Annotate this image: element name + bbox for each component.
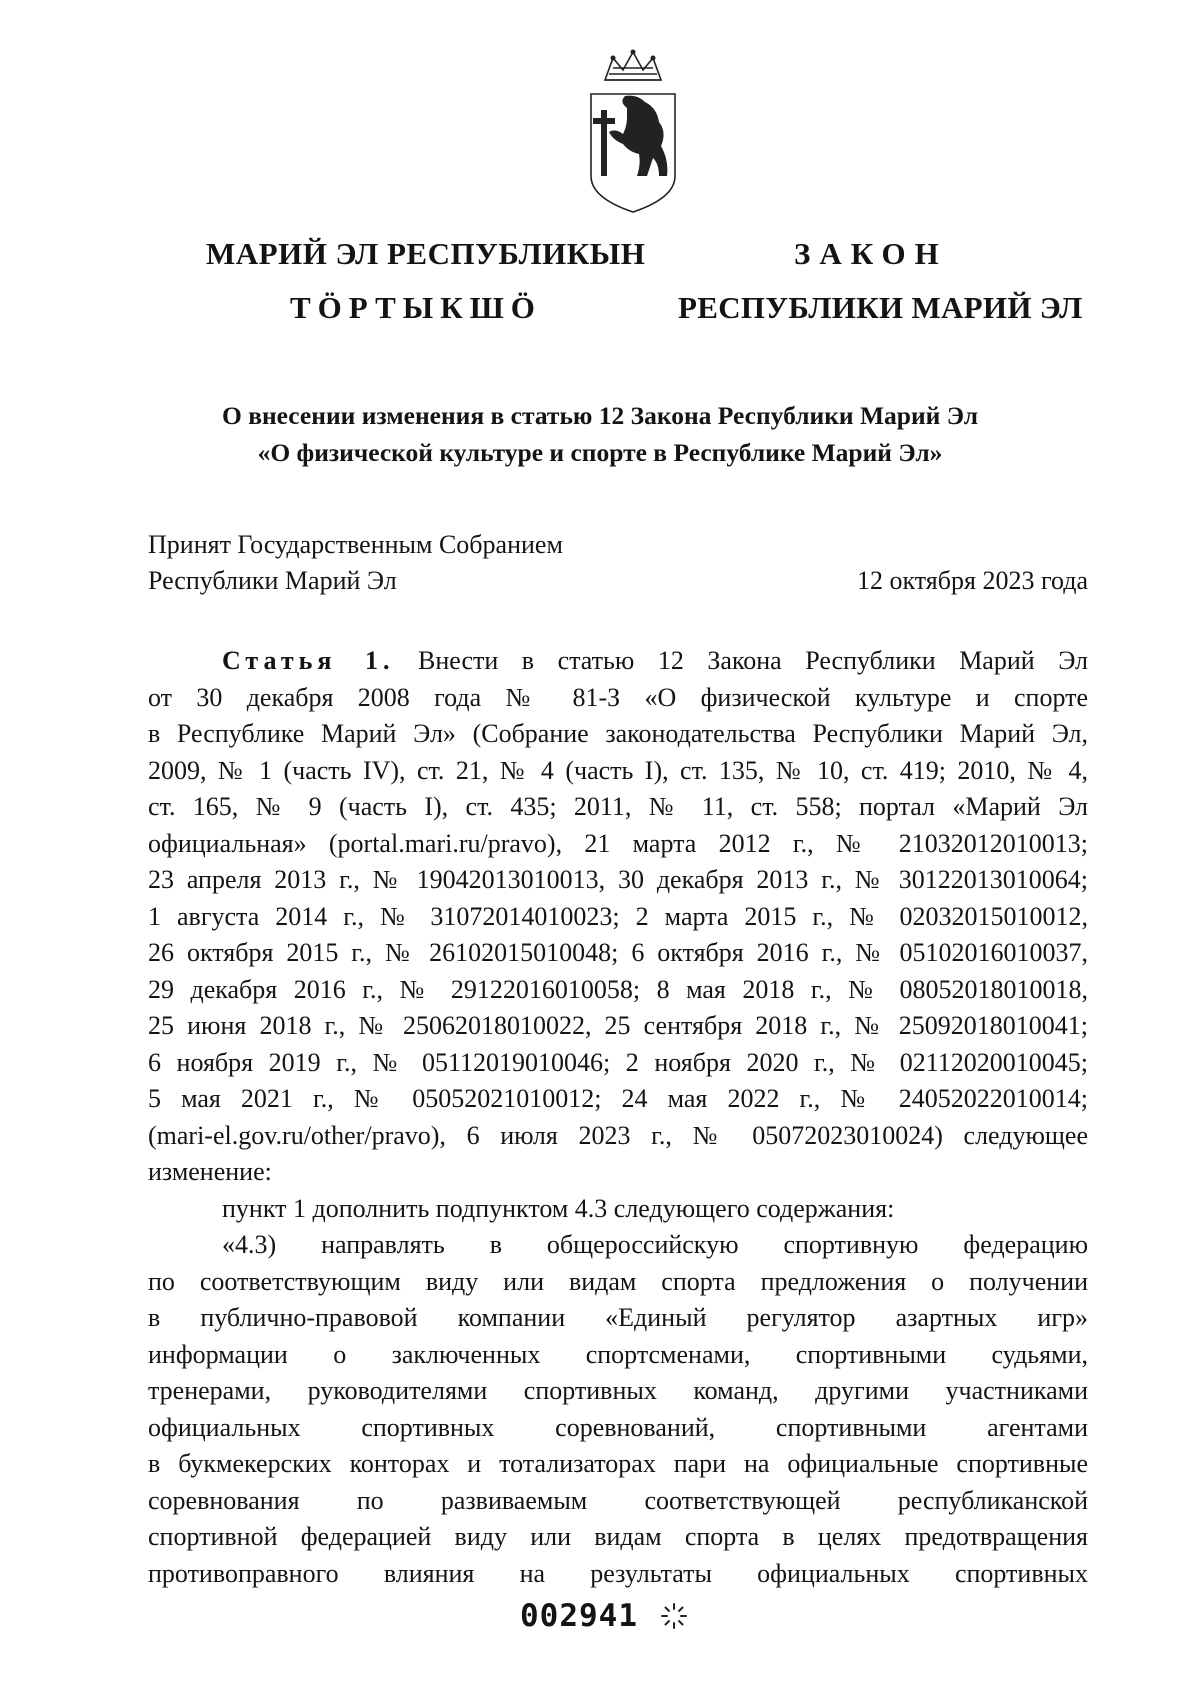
article-1-line: 25 июня 2018 г., № 25062018010022, 25 сентября 2018 г., № 25092018010041; <box>148 1011 1088 1040</box>
law-title-line1: О внесении изменения в статью 12 Закона Республики Марий Эл <box>222 401 978 430</box>
serial-number: 002941 <box>520 1598 638 1634</box>
adopted-by-line1: Принят Государственным Собранием <box>148 530 563 559</box>
article-1-text <box>148 643 1088 1592</box>
article-1-line: в букмекерских конторах и тотализаторах пари на официальные спортивные <box>148 1449 1088 1478</box>
article-1-line: Статья 1. Внести в статью 12 Закона Республики Марий Эл <box>222 646 1089 675</box>
adopted-by-line2: Республики Марий Эл <box>148 566 397 595</box>
article-1-label: Статья 1. <box>222 646 395 675</box>
article-1-line: 29 декабря 2016 г., № 29122016010058; 8 мая 2018 г., № 08052018010018, <box>148 974 1088 1004</box>
article-1-line: изменение: <box>148 1157 272 1186</box>
coat-of-arms-bear-crown-icon <box>583 48 683 214</box>
asterisk-mark-icon <box>660 1602 688 1630</box>
article-1-line: тренерами, руководителями спортивных команд, другими участниками <box>148 1376 1088 1405</box>
article-1-line: (mari-el.gov.ru/other/pravo), 6 июля 2023 г., № 05072023010024) следующее <box>148 1120 1088 1150</box>
article-1-line: официальная» (portal.mari.ru/pravo), 21 марта 2012 г., № 21032012010013; <box>148 828 1088 858</box>
article-1-line: противоправного влияния на результаты официальных спортивных <box>148 1558 1088 1588</box>
article-1-line: в Республике Марий Эл» (Собрание законодательства Республики Марий Эл, <box>148 719 1088 748</box>
article-1-line: ст. 165, № 9 (часть I), ст. 435; 2011, № 11, ст. 558; портал «Марий Эл <box>148 792 1088 821</box>
article-1-line: пункт 1 дополнить подпунктом 4.3 следующего содержания: <box>222 1193 895 1223</box>
article-1-line: 5 мая 2021 г., № 05052021010012; 24 мая 2022 г., № 24052022010014; <box>148 1084 1088 1113</box>
law-title-line2: «О физической культуре и спорте в Республике Марий Эл» <box>257 438 943 467</box>
article-1-line: 26 октября 2015 г., № 26102015010048; 6 октября 2016 г., № 05102016010037, <box>148 938 1088 967</box>
header-russian-line1: ЗАКОН <box>794 236 948 271</box>
article-1-line: по соответствующим виду или видам спорта предложения о получении <box>148 1266 1088 1296</box>
header-mari-line1: МАРИЙ ЭЛ РЕСПУБЛИКЫН <box>206 236 646 271</box>
article-1-line: «4.3) направлять в общероссийскую спортивную федерацию <box>222 1230 1088 1259</box>
header-mari-line2: ТӦРТЫКШӦ <box>290 290 542 325</box>
article-1-line: 6 ноября 2019 г., № 05112019010046; 2 ноября 2020 г., № 02112020010045; <box>148 1047 1088 1077</box>
article-1-line: 1 августа 2014 г., № 31072014010023; 2 марта 2015 г., № 02032015010012, <box>148 901 1088 931</box>
article-1-line: 23 апреля 2013 г., № 19042013010013, 30 декабря 2013 г., № 30122013010064; <box>148 865 1088 894</box>
article-1-line: соревнования по развиваемым соответствующей республиканской <box>148 1485 1088 1515</box>
article-1-line: от 30 декабря 2008 года № 81-З «О физической культуре и спорте <box>148 682 1088 712</box>
header-russian-line2: РЕСПУБЛИКИ МАРИЙ ЭЛ <box>678 290 1083 325</box>
article-1-line: спортивной федерацией виду или видам спорта в целях предотвращения <box>148 1522 1088 1551</box>
article-1-line: в публично-правовой компании «Единый регулятор азартных игр» <box>148 1303 1088 1332</box>
article-1-line: официальных спортивных соревнований, спортивными агентами <box>148 1412 1088 1442</box>
article-1-line: 2009, № 1 (часть IV), ст. 21, № 4 (часть I), ст. 135, № 10, ст. 419; 2010, № 4, <box>148 755 1088 785</box>
article-1-line: информации о заключенных спортсменами, спортивными судьями, <box>148 1339 1088 1369</box>
adoption-date: 12 октября 2023 года <box>857 566 1088 595</box>
